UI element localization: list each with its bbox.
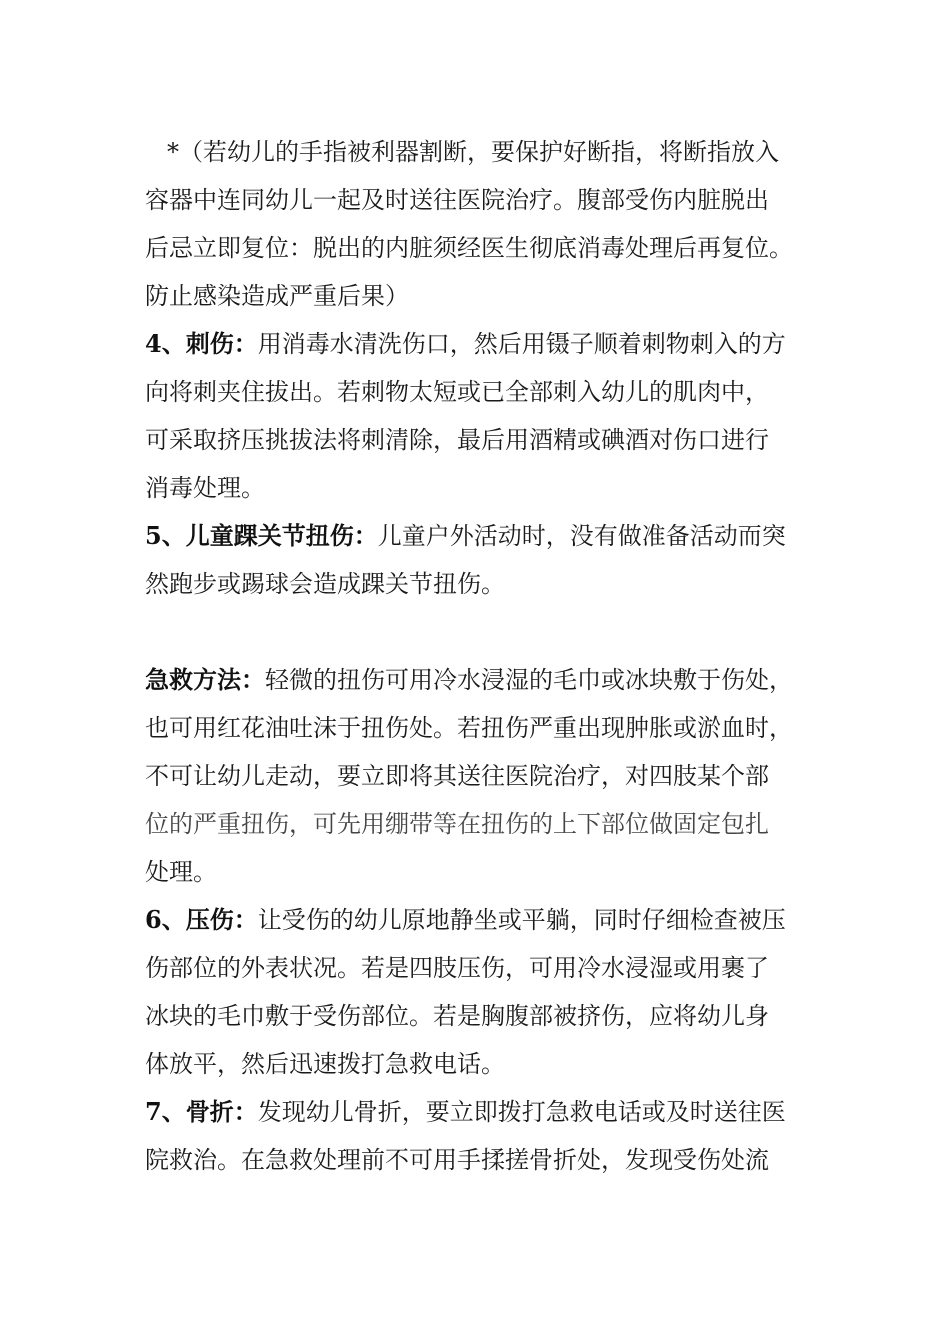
ankle-sprain-line: 然跑步或踢球会造成踝关节扭伤。	[145, 570, 505, 598]
stab-wound-section	[145, 320, 825, 512]
ankle-sprain-heading: 5、儿童踝关节扭伤：	[145, 521, 378, 550]
crush-injury-first-line	[145, 896, 825, 944]
stab-wound-line: 向将刺夹住拔出。若刺物太短或已全部刺入幼儿的肌肉中，	[145, 378, 769, 406]
first-aid-line: 处理。	[145, 858, 217, 886]
stab-wound-heading: 4、刺伤：	[145, 329, 258, 358]
note-paragraph	[145, 128, 825, 320]
stab-wound-line: 消毒处理。	[145, 474, 265, 502]
note-line: 容器中连同幼儿一起及时送往医院治疗。腹部受伤内脏脱出	[145, 186, 769, 214]
fracture-first-line	[145, 1088, 825, 1136]
crush-injury-section	[145, 896, 825, 1088]
fracture-line: 院救治。在急救处理前不可用手揉搓骨折处，发现受伤处流	[145, 1146, 769, 1174]
crush-injury-text: 让受伤的幼儿原地静坐或平躺，同时仔细检查被压	[257, 906, 786, 934]
stab-wound-first-line	[145, 320, 825, 368]
stab-wound-line: 可采取挤压挑拔法将刺清除，最后用酒精或碘酒对伤口进行	[145, 426, 769, 454]
first-aid-line: 不可让幼儿走动，要立即将其送往医院治疗，对四肢某个部	[145, 762, 769, 790]
fracture-heading: 7、骨折：	[145, 1097, 258, 1126]
crush-injury-line: 伤部位的外表状况。若是四肢压伤，可用冷水浸湿或用裹了	[145, 954, 769, 982]
ankle-sprain-section	[145, 512, 825, 608]
first-aid-first-line	[145, 656, 825, 704]
crush-injury-line: 体放平，然后迅速拨打急救电话。	[145, 1050, 505, 1078]
crush-injury-line: 冰块的毛巾敷于受伤部位。若是胸腹部被挤伤，应将幼儿身	[145, 1002, 769, 1030]
first-aid-section	[145, 656, 825, 896]
paragraph-gap	[145, 608, 825, 656]
fracture-section	[145, 1088, 825, 1184]
first-aid-heading: 急救方法：	[145, 665, 265, 694]
first-aid-text: 轻微的扭伤可用冷水浸湿的毛巾或冰块敷于伤处，	[265, 666, 793, 694]
document-body	[145, 128, 825, 1184]
fracture-text: 发现幼儿骨折，要立即拨打急救电话或及时送往医	[257, 1098, 786, 1126]
note-line: 防止感染造成严重后果）	[145, 282, 409, 310]
crush-injury-heading: 6、压伤：	[145, 905, 258, 934]
ankle-sprain-first-line	[145, 512, 825, 560]
first-aid-line: 也可用红花油吐沫于扭伤处。若扭伤严重出现肿胀或淤血时，	[145, 714, 793, 742]
note-line: 后忌立即复位：脱出的内脏须经医生彻底消毒处理后再复位。	[145, 234, 793, 262]
first-aid-line: 位的严重扭伤，可先用绷带等在扭伤的上下部位做固定包扎	[145, 810, 769, 838]
stab-wound-text: 用消毒水清洗伤口，然后用镊子顺着刺物刺入的方	[257, 330, 786, 358]
note-line: *（若幼儿的手指被利器割断，要保护好断指，将断指放入	[167, 138, 779, 166]
ankle-sprain-text: 儿童户外活动时，没有做准备活动而突	[377, 522, 786, 550]
